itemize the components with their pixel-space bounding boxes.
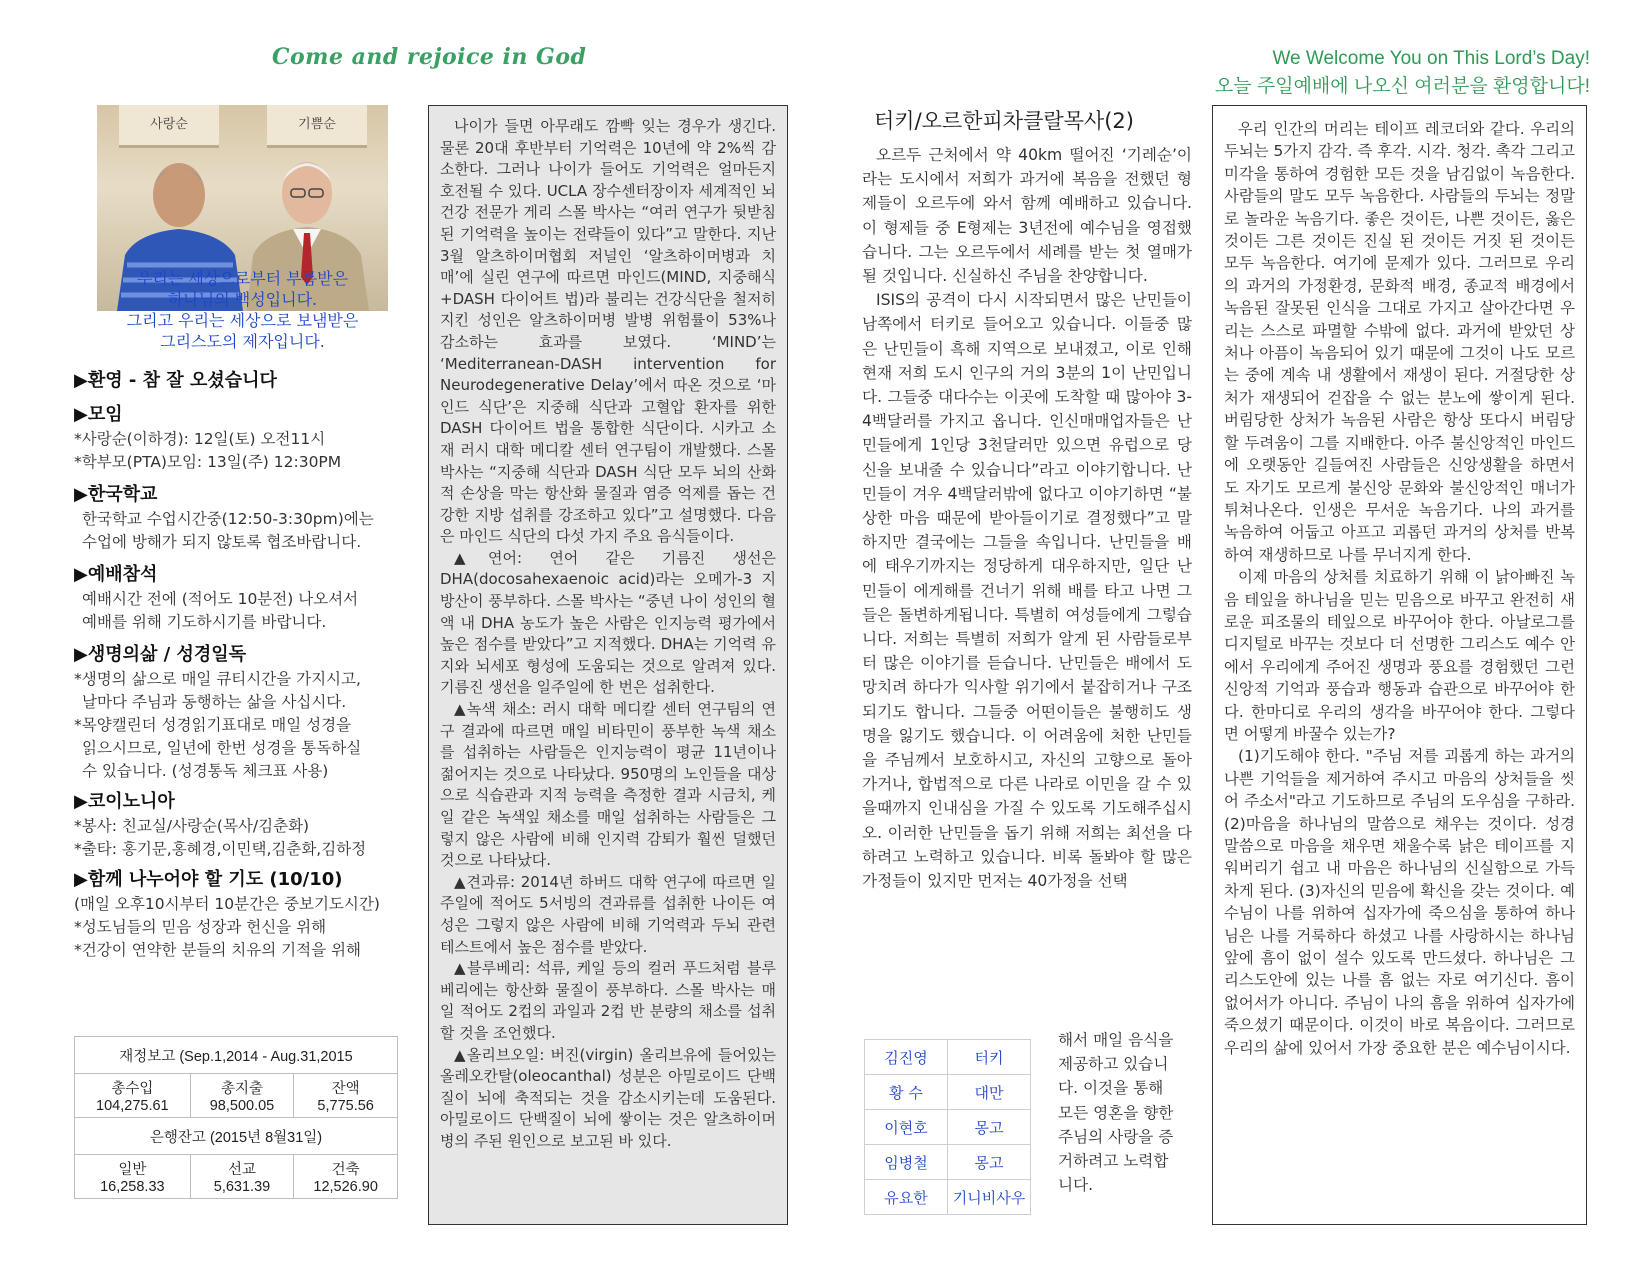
mission-report	[862, 105, 1192, 893]
article-paragraph: 나이가 들면 아무래도 깜빡 잊는 경우가 생긴다. 물론 20대 후반부터 기억력은 10년에 약 2%씩 감소한다. 그러나 나이가 들어도 기억력은 얼마든지 호전될 수 있다. UCLA 장수센터장이자 세계적인 뇌 건강 전문가 게리 스몰 박사는 “여러 연구가 뒷받침된 기억력을 높이는 전략들이 있다”고 말한다. 지난 3월 알츠하이머협회 저널인 ‘알츠하이머병과 치매’에 실린 연구에 따르면 마인드(MIND, 지중해식+DASH 다이어트 법)라 불리는 건강식단을 철저히 지킨 성인은 알츠하이머병 발병 위험률이 53%나 감소하는 효과를 보였다. ‘MIND’는 ‘Mediterranean-DASH intervention for Neurodegenerative Delay’에서 따온 것으로 ‘마인드 식단’은 지중해 식단과 고혈압 환자를 위한 DASH 다이어트 법을 통합한 식단이다. 시카고 소재 러시 대학 메디칼 센터 연구팀이 개발했다. 스몰 박사는 “지중해 식단과 DASH 식단 모두 뇌의 산화적 손상을 막는 항산화 물질과 염증 억제를 돕는 건강한 지방 섭취를 강조하고 있다”고 설명했다. 다음은 마인드 식단의 다섯 가지 주요 음식들이다.	[440, 117, 776, 546]
article-paragraph: ▲올리브오일: 버진(virgin) 올리브유에 들어있는 올레오칸탈(oleocanthal) 성분은 아밀로이드 단백질이 뇌에 축적되는 것을 감소시키는데 도움된다. 아밀로이드 단백질이 뇌에 쌓이는 것은 알츠하이머병의 주된 원인으로 보고된 바 있다.	[440, 1045, 776, 1150]
finance-report	[74, 1036, 398, 1199]
missionary-country: 터키	[948, 1040, 1031, 1075]
photo-caption	[97, 268, 388, 352]
mission-paragraph: 오르두 근처에서 약 40km 떨어진 ‘기레순’이라는 도시에서 저희가 과거에 복음을 전했던 형제들이 오르두에 와서 함께 예배하고 있습니다. 이 형제들 중 E형제는 3년전에 예수님을 영접했습니다. 그는 오르두에서 세례를 받는 첫 열매가 될 것입니다. 신실하신 주님을 찬양합니다.	[862, 146, 1192, 286]
mission-tail-line: 해서 매일 음식을	[1058, 1031, 1174, 1049]
article-paragraph: ▲블루베리: 석류, 케일 등의 컬러 푸드처럼 블루베리에는 항산화 물질이 풍부하다. 스몰 박사는 매일 적어도 2컵의 과일과 2컵 반 분량의 채소를 섭취할 것을 조언했다.	[440, 959, 776, 1042]
finance-title: 재정보고 (Sep.1,2014 - Aug.31,2015	[75, 1037, 398, 1074]
left-header-title: Come and rejoice in God	[272, 44, 587, 70]
section-line: *학부모(PTA)모임: 13일(주) 12:30PM	[74, 453, 342, 471]
section-line: *성도님들의 믿음 성장과 헌신을 위해	[74, 918, 327, 936]
missionary-country: 기니비사우	[948, 1180, 1031, 1215]
missionary-name: 유요한	[865, 1180, 948, 1215]
health-article	[440, 116, 776, 1153]
devotion-paragraph: 이제 마음의 상처를 치료하기 위해 이 낡아빠진 녹음 테잎을 하나님을 믿는 믿음으로 바꾸고 완전히 새로운 피조물의 테잎으로 바꾸어야 한다. 아날로그를 디지털로 바꾸는 것보다 더 선명한 그리스도 예수 안에서 우리에게 주어진 생명과 풍요를 경험했던 그런 신앙적 기억과 풍습과 행동과 습관으로 바꾸어야 한다. 한마디로 우리의 생각을 바꾸어야 한다. 그렇다면 어떻게 바꿀수 있는가?	[1224, 568, 1575, 743]
missionary-name: 김진영	[865, 1040, 948, 1075]
section-line: 날마다 주님과 동행하는 삶을 사십시다.	[82, 693, 347, 711]
caption-line: 하나님의 백성입니다.	[167, 290, 318, 309]
missionary-table	[864, 1039, 1031, 1215]
missionary-name: 임병철	[865, 1145, 948, 1180]
section-title: ▶모임	[74, 404, 123, 425]
section-line: *사랑순(이하경): 12일(토) 오전11시	[74, 430, 326, 448]
section-line: 수 있습니다. (성경통독 체크표 사용)	[82, 762, 329, 780]
mission-tail-line: 주님의 사랑을 증	[1058, 1127, 1174, 1146]
caption-line: 그리고 우리는 세상으로 보냄받은	[126, 311, 359, 330]
bank-cell: 선교 5,631.39	[190, 1155, 294, 1199]
section-title: ▶예배참석	[74, 564, 158, 585]
section-line: *목양캘린더 성경읽기표대로 매일 성경을	[74, 716, 352, 734]
section-line: 읽으시므로, 일년에 한번 성경을 통독하실	[82, 739, 362, 757]
section-title: ▶환영 - 참 잘 오셨습니다	[74, 370, 277, 391]
missionary-name: 이현호	[865, 1110, 948, 1145]
mission-tail-line: 니다.	[1058, 1176, 1094, 1195]
finance-cell: 잔액 5,775.56	[294, 1074, 398, 1118]
section-line: 예배시간 전에 (적어도 10분전) 나오셔서	[82, 590, 359, 608]
mission-tail-line: 제공하고 있습니	[1058, 1055, 1169, 1074]
section-line: (매일 오후10시부터 10분간은 중보기도시간)	[74, 895, 380, 913]
right-header-en: We Welcome You on This Lord’s Day!	[1272, 48, 1590, 69]
bank-cell: 건축 12,526.90	[294, 1155, 398, 1199]
section-line: 한국학교 수업시간중(12:50-3:30pm)에는	[82, 510, 374, 528]
bank-cell: 일반 16,258.33	[75, 1155, 191, 1199]
mission-tail-line: 다. 이것을 통해	[1058, 1079, 1164, 1098]
missionary-country: 몽고	[948, 1145, 1031, 1180]
article-paragraph: ▲연어: 연어 같은 기름진 생선은 DHA(docosahexaenoic acid)라는 오메가-3 지방산이 풍부하다. 스몰 박사는 “중년 나이 성인의 혈액 내 DHA 농도가 높은 사람은 인지능력 평가에서 높은 점수를 받았다”고 지적했다. DHA는 기억력 유지와 뇌세포 형성에 도움되는 것으로 알려져 있다. 기름진 생선을 일주일에 한 번은 섭취한다.	[440, 548, 776, 697]
right-header-ko: 오늘 주일예배에 나오신 여러분을 환영합니다!	[1214, 76, 1590, 97]
missionary-country: 대만	[948, 1075, 1031, 1110]
article-paragraph: ▲녹색 채소: 러시 대학 메디칼 센터 연구팀의 연구 결과에 따르면 매일 비타민이 풍부한 녹색 채소를 섭취하는 사람들은 인지능력이 평균 11년이나 젊어지는 것으로 나타났다. 950명의 노인들을 대상으로 식습관과 지적 능력을 측정한 결과 시금치, 케일 같은 녹색잎 채소를 매일 섭취하는 사람들은 그렇지 않은 사람에 비해 인지력 감퇴가 훨씬 덜했던 것으로 나타났다.	[440, 700, 776, 870]
caption-line: 그리스도의 제자입니다.	[160, 332, 325, 351]
section-title: ▶한국학교	[74, 484, 158, 505]
missionary-name: 황 수	[865, 1075, 948, 1110]
section-line: 수업에 방해가 되지 않토록 협조바랍니다.	[82, 533, 362, 551]
mission-paragraph: ISIS의 공격이 다시 시작되면서 많은 난민들이 남쪽에서 터키로 들어오고 있습니다. 이들중 많은 난민들이 흑해 지역으로 보내졌고, 이로 인해 현재 저희 도시 인구의 거의 3분의 1이 난민입니다. 그들중 대다수는 이곳에 도착할 때 많아야 3-4백달러를 가지고 옵니다. 인신매매업자들은 난민들에게 1인당 3천달러만 있으면 유럽으로 당신을 보내줄 수 있습니다”라고 이야기합니다. 난민들이 겨우 4백달러밖에 없다고 이야기하면 “불상한 마음 때문에 받아들이기로 결정했다”고 말하지만 결국에는 그들을 속입니다. 난민들을 배에 태우기까지는 정당하게 대우하지만, 일단 난민들이 에게해를 건너기 위해 배를 타고 나면 그들은 돌변하게됩니다. 특별히 여성들에게 그렇습니다. 저희는 특별히 저희가 알게 된 사람들로부터 많은 이야기를 듣습니다. 난민들은 배에서 도망치려 하다가 익사할 위기에서 붙잡히거나 구조되기도 합니다. 그들중 어떤이들은 불행히도 생명을 잃기도 했습니다. 이 어려움에 처한 난민들을 주님께서 보호하시고, 자신의 고향으로 돌아가거나, 합법적으로 다른 나라로 이민을 갈 수 있을때까지 인내심을 가질 수 있도록 기도해주십시오. 이러한 난민들을 돕기 위해 저희는 최선을 다하려고 노력하고 있습니다. 비록 돌봐야 할 많은 가정들이 있지만 먼저는 40가정을 선택	[862, 291, 1192, 891]
photo-sign-left: 사랑순	[119, 105, 219, 148]
finance-cell: 총지출 98,500.05	[190, 1074, 294, 1118]
section-line: *출타: 홍기문,홍혜경,이민택,김춘화,김하정	[74, 840, 367, 858]
devotion-paragraph: (1)기도해야 한다. "주님 저를 괴롭게 하는 과거의 나쁜 기억들을 제거하여 주시고 마음의 상처들을 씻어 주소서"라고 기도하므로 주님의 도우심을 구하라. (2)마음을 하나님의 말씀으로 채우는 것이다. 성경 말씀으로 마음을 채우면 채울수록 낡은 테이프를 지워버리기 쉽고 내 마음은 하나님의 신실함으로 가득 차게 된다. (3)자신의 믿음에 확신을 갖는 것이다. 예수님이 나를 위하여 십자가에 죽으심을 통하여 하나님은 나를 거룩하다 하셨고 나를 사랑하시는 하나님 앞에 흠이 없이 설수 있도록 만드셨다. 하나님은 그리스도안에 있는 나를 흠 없는 자로 여기신다. 흠이 없어서가 아니다. 주님이 나의 흠을 위하여 십자가에 죽으셨기 때문이다. 이것이 바로 복음이다. 그러므로 우리의 삶에 있어서 가장 중요한 분은 예수님이시다.	[1224, 747, 1575, 1057]
devotion-paragraph: 우리 인간의 머리는 테이프 레코더와 같다. 우리의 두뇌는 5가지 감각. 즉 후각. 시각. 청각. 촉각 그리고 미각을 통하여 경험한 모든 것을 남김없이 녹음한다. 사람들의 말도 모두 녹음한다. 사람들의 두뇌는 정말로 놀라운 녹음기다. 좋은 것이든, 나쁜 것이든, 옳은 것이든 그른 것이든 진실 된 것이든 거짓 된 것이든 모두 녹음한다. 여기에 문제가 있다. 그러므로 우리의 과거의 가정환경, 문화적 배경, 종교적 배경에서 녹음된 잘못된 인식을 그대로 가지고 살아간다면 우리는 스스로 파멸할 수밖에 없다. 과거에 받았던 상처나 아픔이 녹음되어 있기 때문에 그것이 나도 모르는 중에 계속 내 생활에서 재생이 된다. 거절당한 상처가 재생되어 걷잡을 수 없는 분노에 쌓이게 된다. 버림당한 상처가 녹음된 사람은 항상 또다시 버림당할 두려움이 그를 지배한다. 아주 불신앙적인 마인드에 오랫동안 길들여진 사람들은 신앙생활을 하면서도 자기도 모르게 불신앙 문화와 불신앙적인 매너가 튀쳐나온다. 인생은 무서운 녹음기다. 나의 과거를 녹음하여 어둡고 아프고 괴롭던 과거의 상처를 반복하여 재생하므로 나를 무너지게 한다.	[1224, 120, 1575, 564]
finance-cell: 총수입 104,275.61	[75, 1074, 191, 1118]
health-article-box	[428, 105, 788, 1225]
photo-sign-right: 기쁨순	[267, 105, 367, 148]
announcements	[74, 368, 414, 962]
bank-title: 은행잔고 (2015년 8월31일)	[75, 1118, 398, 1155]
section-line: 예배를 위해 기도하시기를 바랍니다.	[82, 613, 327, 631]
section-title: ▶함께 나누어야 할 기도 (10/10)	[74, 869, 343, 890]
section-line: *건강이 연약한 분들의 치유의 기적을 위해	[74, 941, 361, 959]
article-paragraph: ▲견과류: 2014년 하버드 대학 연구에 따르면 일주일에 적어도 5서빙의 견과류를 섭취한 나이든 여성은 그렇지 않은 사람에 비해 기억력과 두뇌 관련 테스트에서 높은 점수를 받았다.	[440, 872, 776, 956]
mission-tail-line: 모든 영혼을 향한	[1058, 1103, 1174, 1122]
mission-tail-line: 거하려고 노력합	[1058, 1152, 1169, 1171]
section-line: *봉사: 친교실/사랑순(목사/김춘화)	[74, 817, 310, 835]
mission-tail	[1058, 1028, 1194, 1197]
devotion-box	[1212, 105, 1587, 1225]
section-line: *생명의 삶으로 매일 큐티시간을 가지시고,	[74, 670, 361, 688]
section-title: ▶생명의삶 / 성경일독	[74, 644, 247, 665]
caption-line: 우리는 세상으로부터 부름받은	[136, 269, 349, 288]
missionary-country: 몽고	[948, 1110, 1031, 1145]
mission-title: 터키/오르한피차클랄목사(2)	[874, 109, 1134, 133]
section-title: ▶코이노니아	[74, 791, 175, 812]
